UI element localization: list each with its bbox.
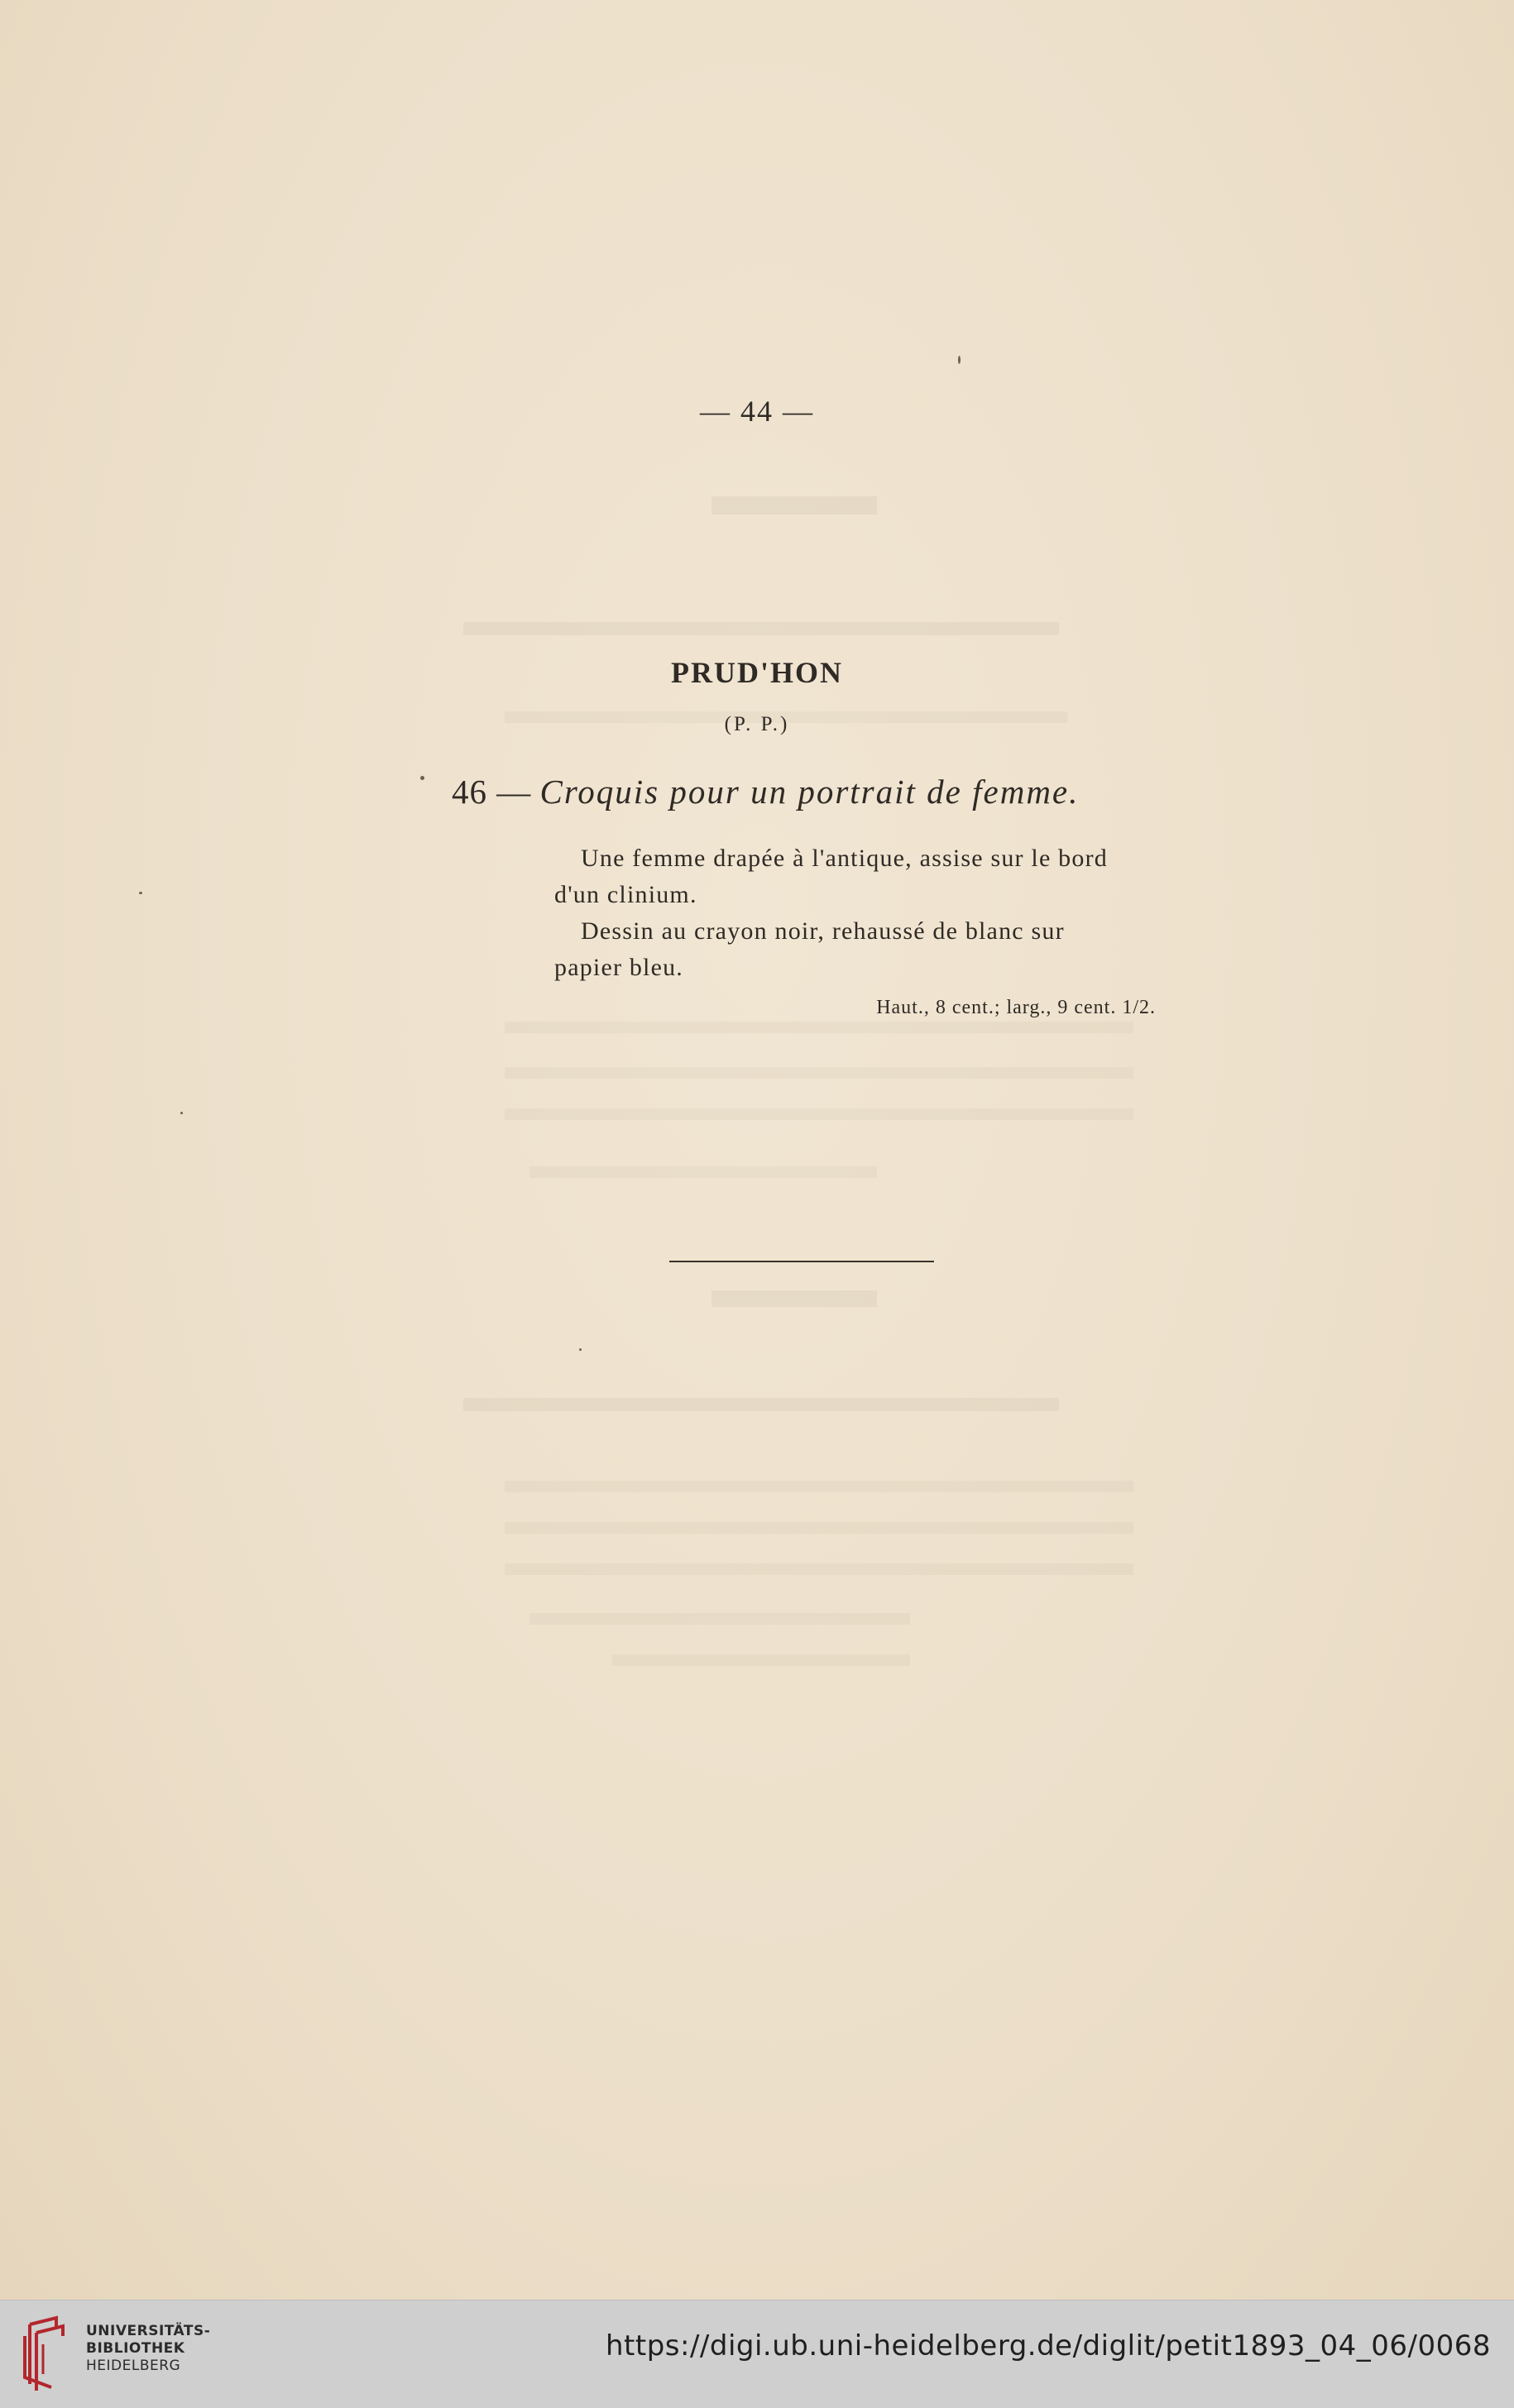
description-line: Une femme drapée à l'antique, assise sur le bord [581, 845, 1108, 872]
dimensions-note: Haut., 8 cent.; larg., 9 cent. 1/2. [876, 997, 1156, 1018]
description-line: papier bleu. [554, 954, 684, 981]
artist-heading: PRUD'HON [671, 656, 843, 689]
logo-line-2: BIBLIOTHEK [86, 2340, 185, 2357]
logo-line-3: HEIDELBERG [86, 2358, 181, 2374]
section-divider [669, 1261, 934, 1262]
paper-speck [579, 1348, 582, 1351]
paper-speck [420, 776, 424, 780]
paper-speck [958, 356, 961, 364]
permalink-url[interactable]: https://digi.ub.uni-heidelberg.de/diglit/petit1893_04_06/0068 [605, 2329, 1491, 2363]
description-line: Dessin au crayon noir, rehaussé de blanc sur [581, 917, 1065, 945]
item-number: 46 — [452, 773, 532, 811]
library-logo-icon [18, 2311, 69, 2394]
library-name [86, 2323, 210, 2375]
artist-initials: (P. P.) [724, 713, 790, 735]
paper-speck [139, 892, 142, 894]
logo-line-1: UNIVERSITÄTS- [86, 2323, 211, 2339]
item-title: Croquis pour un portrait de femme. [539, 773, 1080, 811]
description-line: d'un clinium. [554, 881, 697, 908]
catalogue-entry-title [452, 772, 1196, 811]
paper-speck [180, 1112, 183, 1114]
page-number: — 44 — [700, 395, 814, 428]
